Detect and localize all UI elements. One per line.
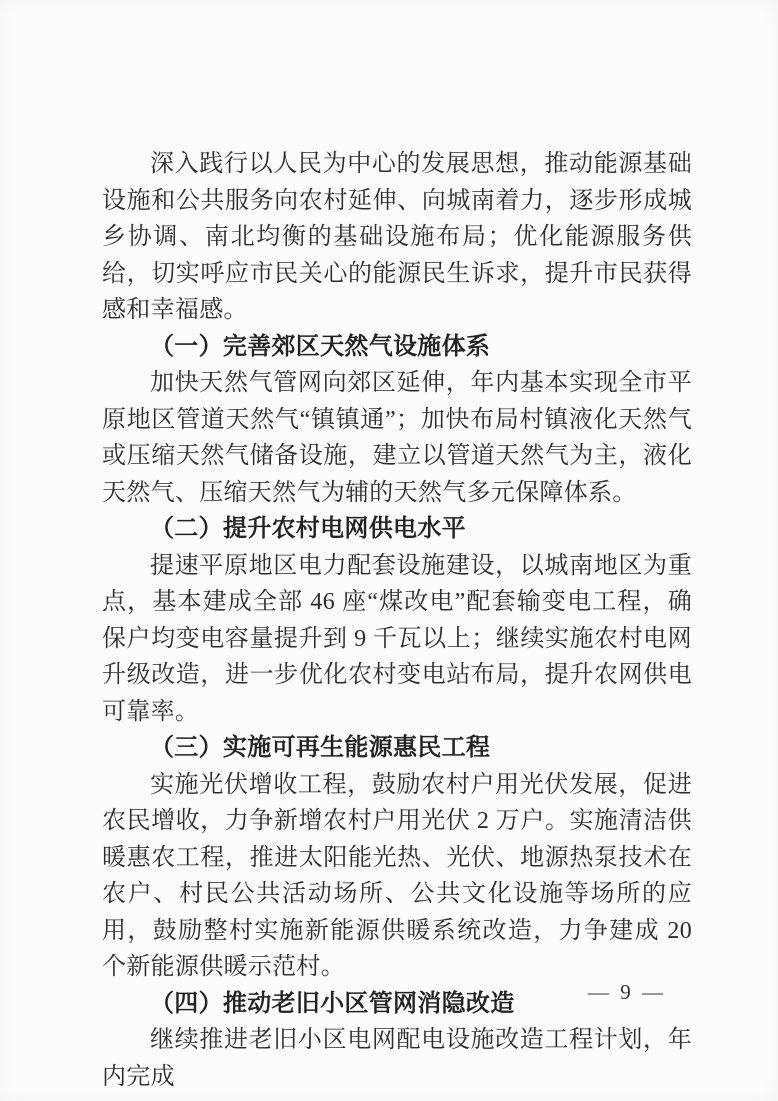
section-heading-2: （二）提升农村电网供电水平 bbox=[150, 516, 466, 542]
section-heading-1: （一）完善郊区天然气设施体系 bbox=[150, 333, 491, 360]
section-paragraph-2: 提速平原地区电力配套设施建设，以城南地区为重点，基本建成全部 46 座“煤改电”配套输变电工程，确保户均变电容量提升到 9 千瓦以上；继续实施农村电网升级改造，进一步优化农村变电站布局，提升农网供电可靠率。 bbox=[102, 552, 692, 725]
section-heading-3: （三）实施可再生能源惠民工程 bbox=[150, 735, 491, 761]
section-paragraph-1: 加快天然气管网向郊区延伸，年内基本实现全市平原地区管道天然气“镇镇通”；加快布局村镇液化天然气或压缩天然气储备设施，建立以管道天然气为主，液化天然气、压缩天然气为辅的天然气多元保障体系。 bbox=[102, 370, 692, 506]
document-body bbox=[102, 146, 692, 1095]
section-paragraph-4: 继续推进老旧小区电网配电设施改造工程计划，年内完成 bbox=[102, 1027, 692, 1090]
page-number: — 9 — bbox=[588, 980, 666, 1004]
section-heading-4: （四）推动老旧小区管网消隐改造 bbox=[150, 990, 515, 1017]
section-paragraph-3: 实施光伏增收工程，鼓励农村户用光伏发展，促进农民增收，力争新增农村户用光伏 2 万户。实施清洁供暖惠农工程，推进太阳能光热、光伏、地源热泵技术在农户、村民公共活动场所、公共文化设施等场所的应用，鼓励整村实施新能源供暖系统改造，力争建成 20 个新能源供暖示范村。 bbox=[102, 771, 692, 980]
intro-paragraph: 深入践行以人民为中心的发展思想，推动能源基础设施和公共服务向农村延伸、向城南着力，逐步形成城乡协调、南北均衡的基础设施布局；优化能源服务供给，切实呼应市民关心的能源民生诉求，提升市民获得感和幸福感。 bbox=[102, 151, 692, 323]
